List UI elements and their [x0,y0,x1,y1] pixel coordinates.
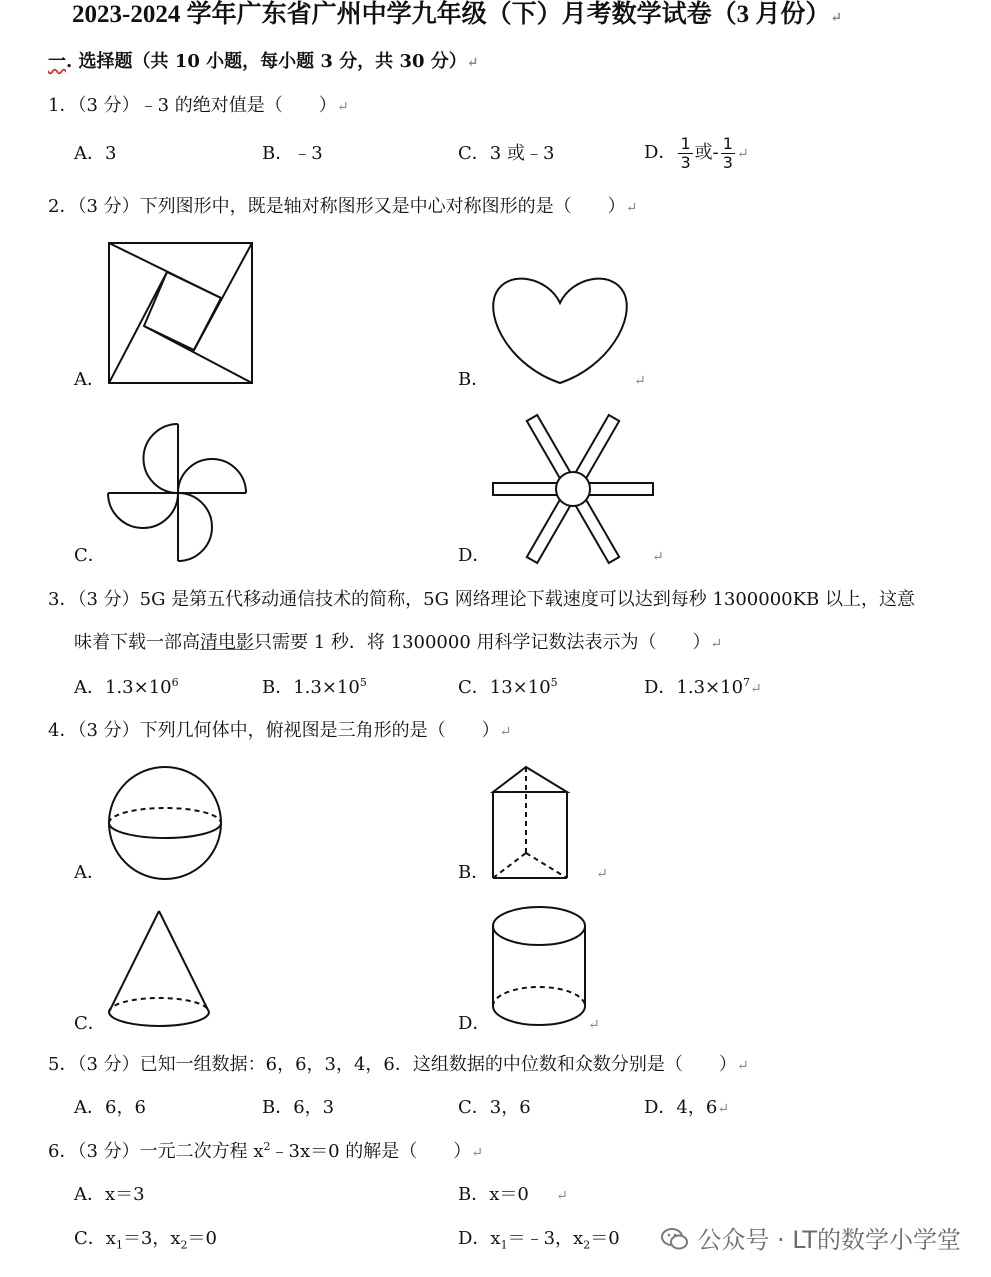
q1-option-b: B．﹣3 [262,143,323,164]
paragraph-mark: ↵ [556,1188,568,1204]
question-3-stem-line2: 味着下载一部高清电影只需要 1 秒．将 1300000 用科学记数法表示为（ ）↵ [74,632,723,653]
q2-option-d: D． [458,545,491,566]
question-4-stem: 4．（3 分）下列几何体中，俯视图是三角形的是（ ）↵ [48,720,512,741]
q3-option-c: C．$13\times 10^5$ [458,676,558,698]
six-spoke-figure [492,412,654,562]
page-title: 2023-2024 学年广东省广州中学九年级（下）月考数学试卷（3 月份）↵ [72,1,843,28]
paragraph-mark: ↵ [634,373,646,389]
q5-option-b: B．6，3 [262,1097,335,1118]
cone-figure [108,910,210,1030]
q3-option-d: D．$1.3\times 10^7↵$ [644,676,762,698]
section-heading: 一. 选择题（共 10 小题，每小题 3 分，共 30 分）↵ [48,51,479,72]
fraction-neg-one-third: $\frac{1}{3}$ [722,133,733,172]
q4-option-d: D． [458,1013,491,1034]
pinwheel-square-figure [108,242,254,385]
paragraph-mark: ↵ [596,866,608,882]
q6-option-d: D．$x_1=﹣3$，$x_2=0$ [458,1228,620,1252]
q5-option-d: D．4，6↵ [644,1097,730,1118]
sphere-figure [108,766,224,882]
wechat-icon [661,1227,689,1251]
fraction-one-third: $\frac{1}{3}$ [680,133,691,172]
q2-option-c: C． [74,545,106,566]
paragraph-mark: ↵ [652,549,664,565]
heart-figure [490,275,632,387]
cylinder-figure [492,906,588,1030]
question-1-stem: 1．（3 分）﹣3 的绝对值是（ ）↵ [48,95,349,116]
q1-option-c: C．3 或﹣3 [458,143,555,164]
q2-option-a: A． [74,369,105,390]
pinwheel-semicircles-figure [108,424,248,562]
question-6-stem: 6．（3 分）一元二次方程 $x^2﹣3x=0$ 的解是（ ）↵ [48,1140,484,1162]
q1-option-d: D． $\frac{1}{3}$ 或- $\frac{1}{3}$ ↵ [644,133,749,172]
question-2-stem: 2．（3 分）下列图形中，既是轴对称图形又是中心对称图形的是（ ）↵ [48,196,638,217]
q3-option-a: A．$1.3\times 10^6$ [74,676,179,698]
q4-option-b: B． [458,862,490,883]
watermark: 公众号 · LT的数学小学堂 [661,1220,961,1255]
q6-option-b: B．x＝0 [458,1184,529,1205]
triangular-prism-figure [490,766,570,880]
q4-option-c: C． [74,1013,106,1034]
q5-option-c: C．3，6 [458,1097,531,1118]
question-5-stem: 5．（3 分）已知一组数据：6，6，3，4，6．这组数据的中位数和众数分别是（ ）↵ [48,1054,749,1075]
question-3-stem-line1: 3．（3 分）5G 是第五代移动通信技术的简称，5G 网络理论下载速度可以达到每秒 1300000KB 以上，这意 [48,589,916,610]
paragraph-mark: ↵ [588,1017,600,1033]
q4-option-a: A． [74,862,105,883]
q1-option-a: A．3 [74,143,117,164]
q2-option-b: B． [458,369,490,390]
q3-option-b: B．$1.3\times 10^5$ [262,676,367,698]
q6-option-c: C．$x_1=3$，$x_2=0$ [74,1228,217,1252]
q6-option-a: A．x＝3 [74,1184,145,1205]
q5-option-a: A．6，6 [74,1097,146,1118]
